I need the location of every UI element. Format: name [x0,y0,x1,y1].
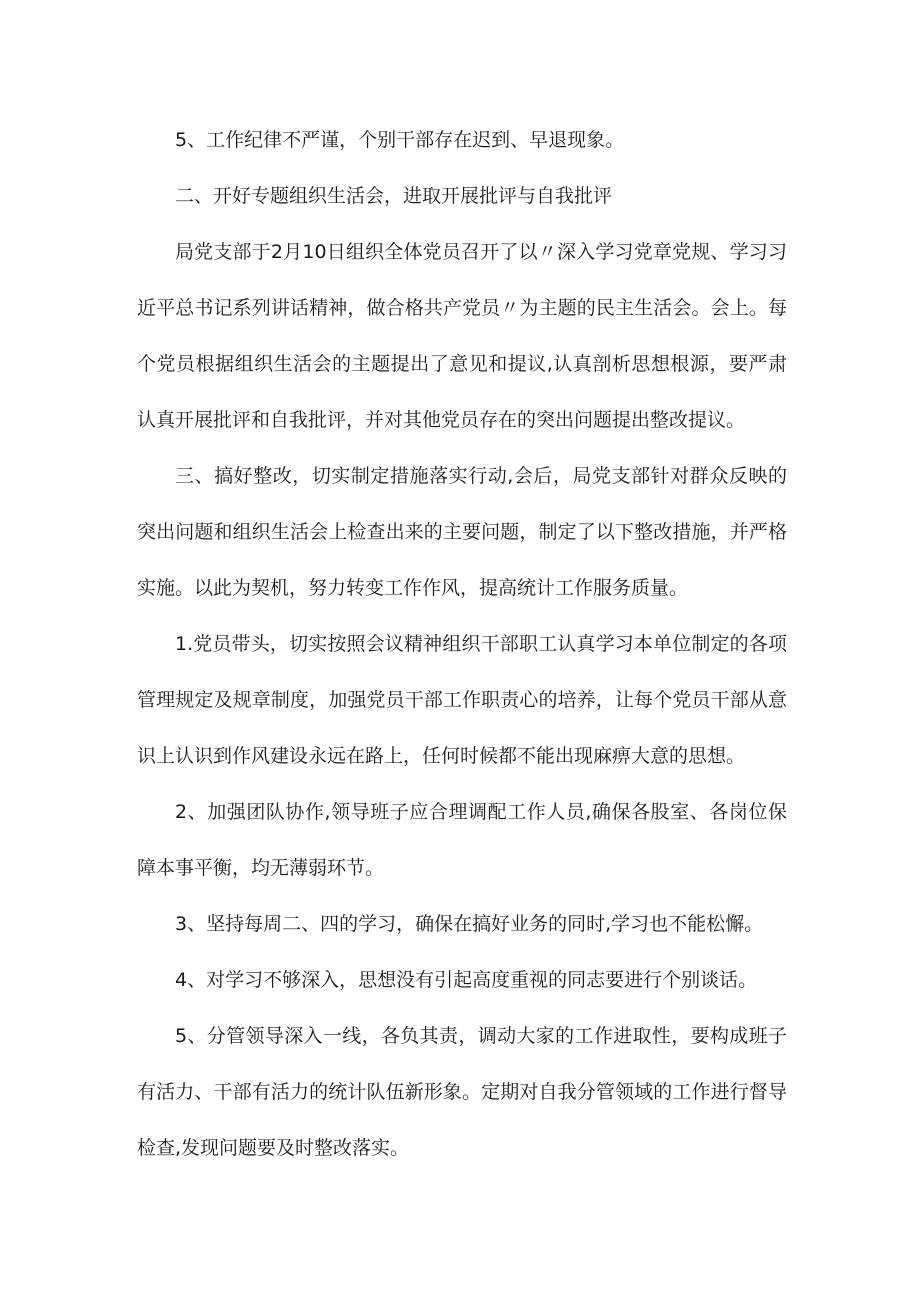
document-body [137,112,787,1176]
measure-item-3: 3、坚持每周二、四的学习，确保在搞好业务的同时,学习也不能松懈。 [175,913,764,935]
section-heading-three: 三、搞好整改，切实制定措施落实行动,会后，局党支部针对群众反映的突出问题和组织生活会上检查出来的主要问题，制定了以下整改措施，并严格实施。以此为契机，努力转变工作作风，提高统计工作服务质量。 [137,465,787,599]
measure-item-5: 5、分管领导深入一线，各负其责，调动大家的工作进取性，要构成班子有活力、干部有活力的统计队伍新形象。定期对自我分管领域的工作进行督导检查,发现问题要及时整改落实。 [137,1025,787,1159]
paragraph-discipline-issue: 5、工作纪律不严谨，个别干部存在迟到、早退现象。 [175,129,625,151]
measure-item-4: 4、对学习不够深入，思想没有引起高度重视的同志要进行个别谈话。 [175,969,758,991]
measure-item-1: 1.党员带头，切实按照会议精神组织干部职工认真学习本单位制定的各项管理规定及规章制度，加强党员干部工作职责心的培养，让每个党员干部从意识上认识到作风建设永远在路上，任何时候都不能出现麻痹大意的思想。 [137,633,787,767]
measure-item-2: 2、加强团队协作,领导班子应合理调配工作人员,确保各股室、各岗位保障本事平衡，均无薄弱环节。 [137,801,787,879]
section-heading-two: 二、开好专题组织生活会，进取开展批评与自我批评 [175,185,613,207]
paragraph-life-meeting: 局党支部于2月10日组织全体党员召开了以〃深入学习党章党规、学习习近平总书记系列讲话精神，做合格共产党员〃为主题的民主生活会。会上。每个党员根据组织生活会的主题提出了意见和提议,认真剖析思想根源，要严肃认真开展批评和自我批评，并对其他党员存在的突出问题提出整改提议。 [137,241,787,431]
